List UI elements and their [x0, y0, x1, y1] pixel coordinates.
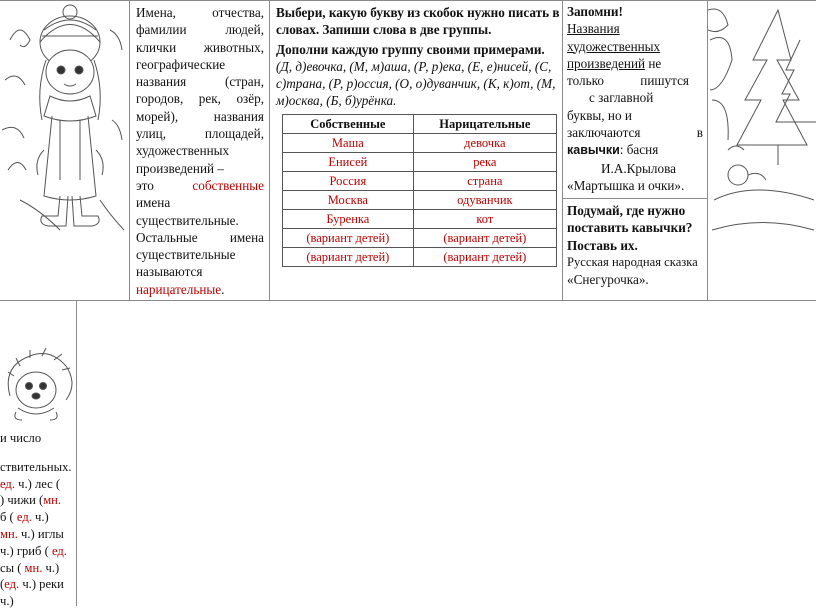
grid-row-divider — [0, 300, 816, 301]
number-exercise-fragment: и число ствительных. ед. ч.) лес ( ) чижи (мн. б ( ед. ч.) мн. ч.) иглы ч.) гриб ( ед. сы ( мн. ч.) (ед. ч.) реки ч.) — [0, 431, 72, 609]
proper-nouns-definition: Имена, отчества, фамилии людей, клички животных, географические названия (стран, городов, рек, озёр, морей), названия улиц, площадей, художественных произведений – это собственные имена существительные. Остальные имена существительные называются нарицательные. — [136, 5, 264, 297]
header-common: Нарицательные — [413, 115, 556, 134]
grid-col-divider-3 — [562, 0, 563, 300]
hedgehog-illustration — [0, 346, 76, 426]
term-common: нарицательные — [136, 281, 222, 297]
term-proper: собственные — [192, 177, 264, 193]
words-table — [282, 114, 557, 267]
girl-illustration — [0, 0, 128, 240]
grid-col-divider-bottom — [76, 300, 77, 606]
table-row: Енисей река — [283, 153, 557, 172]
header-proper: Собственные — [283, 115, 414, 134]
winter-trees-illustration — [708, 0, 816, 240]
grid-col-divider-1 — [129, 0, 130, 300]
exercise-instructions: Выбери, какую букву из скобок нужно писать в словах. Запиши слова в две группы. Дополни каждую группу своими примерами. (Д, д)евочка, (М, м)аша, (Р, р)ека, (Е, е)нисей, (С, с)трана, (Р, р)оссия, (О, о)дуванчик, (К, к)от, (М, м)осква, (Б, б)урёнка. — [276, 5, 560, 109]
grid-col-divider-2 — [269, 0, 270, 300]
table-row: Буренка кот — [283, 210, 557, 229]
table-row: Россия страна — [283, 172, 557, 191]
remember-note: Запомни! Названия художественных произведений не только пишутся с заглавной буквы, но и заключаются в кавычки: басня И.А.Крылова «Мартышка и очки». — [567, 4, 703, 193]
quotes-task: Подумай, где нужно поставить кавычки? Поставь их. Русская народная сказка «Снегурочка». — [567, 203, 698, 288]
table-row: Москва одуванчик — [283, 191, 557, 210]
remember-divider — [563, 198, 707, 199]
table-row: (вариант детей) (вариант детей) — [283, 229, 557, 248]
table-row: Маша девочка — [283, 134, 557, 153]
table-row: (вариант детей) (вариант детей) — [283, 248, 557, 267]
table-header-row — [283, 115, 557, 134]
